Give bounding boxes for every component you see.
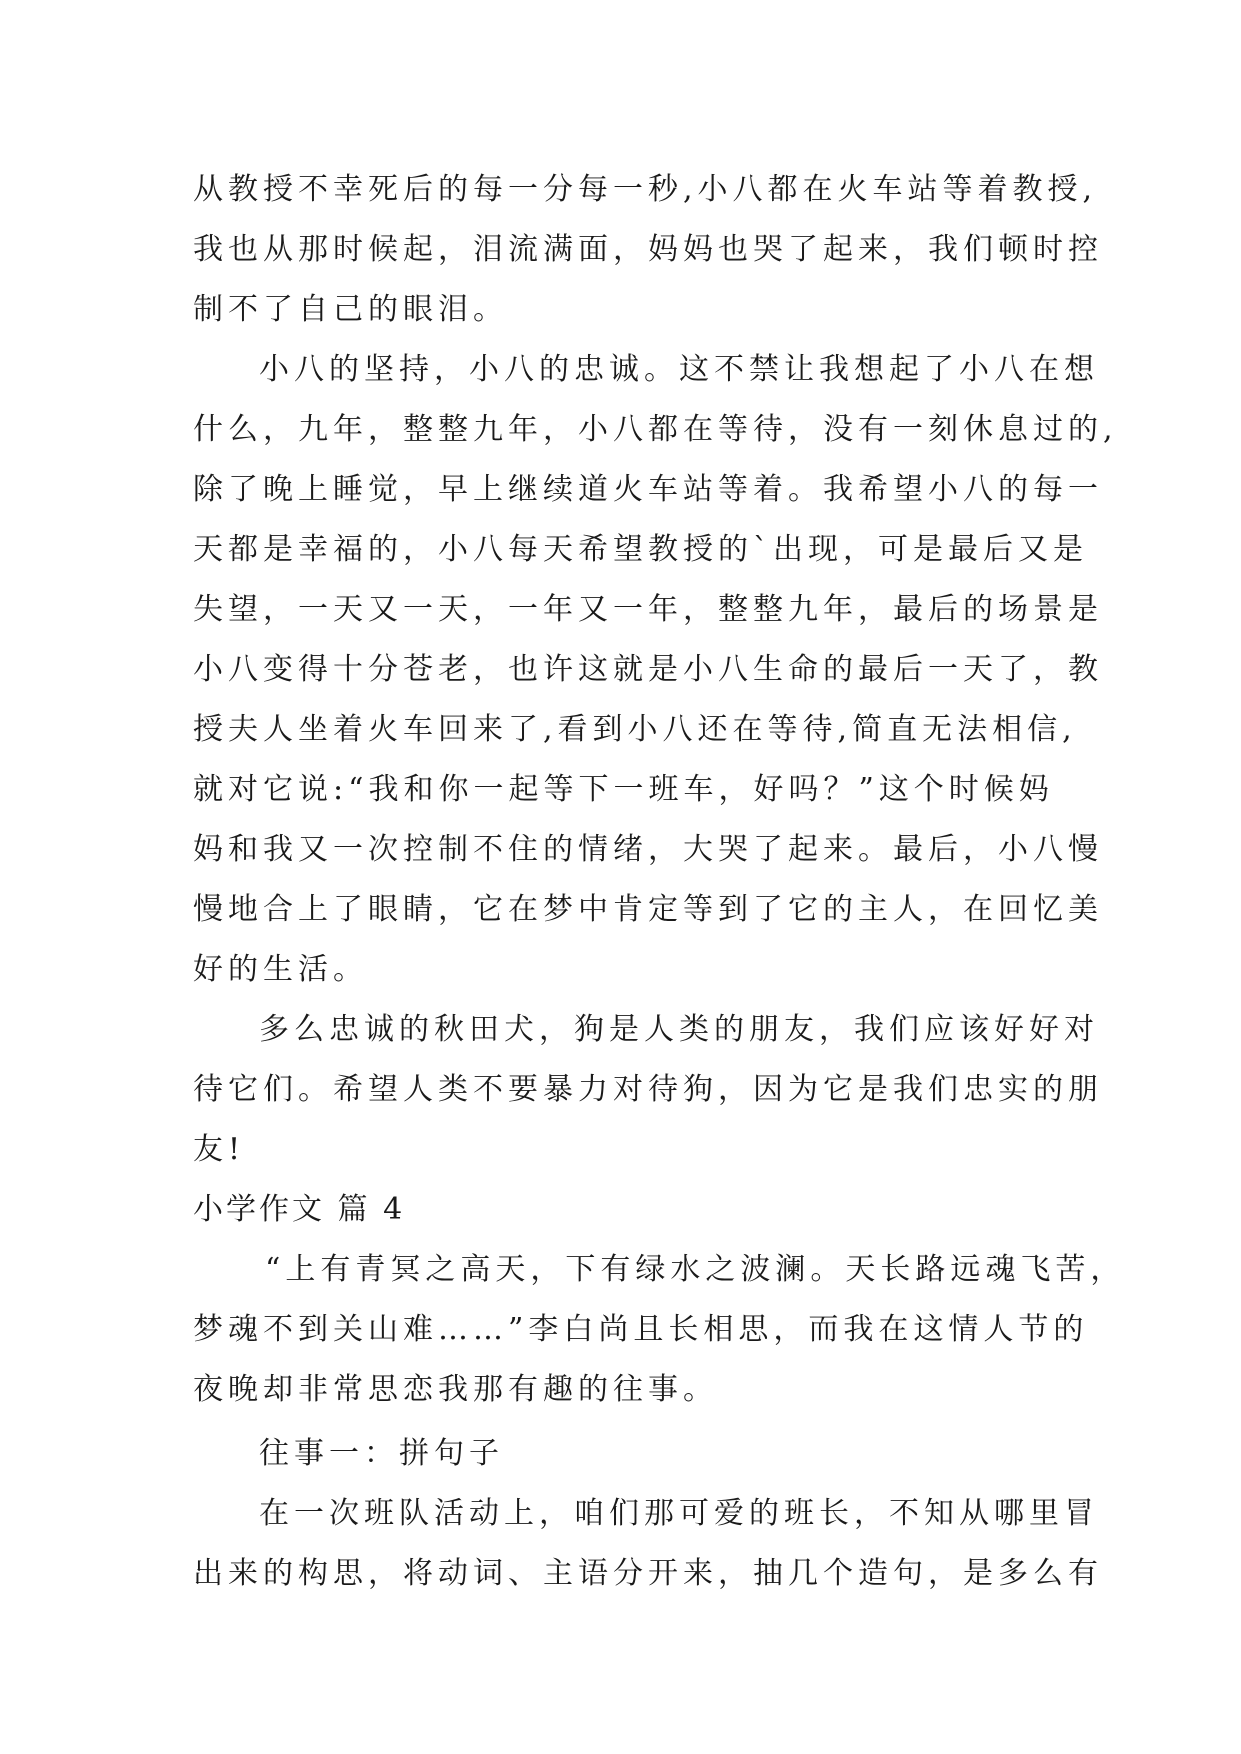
text-line: 从教授不幸死后的每一分每一秒,小八都在火车站等着教授,: [193, 172, 1098, 207]
document-body: [193, 160, 1126, 1604]
section-heading: 小学作文 篇 4: [193, 1192, 406, 1227]
text-line: 什么，九年，整整九年，小八都在等待，没有一刻休息过的,: [193, 412, 1118, 447]
text-line: 我也从那时候起，泪流满面，妈妈也哭了起来，我们顿时控: [193, 232, 1103, 267]
text-line: 梦魂不到关山难……”李白尚且长相思，而我在这情人节的: [193, 1312, 1089, 1347]
text-line: 授夫人坐着火车回来了,看到小八还在等待,简直无法相信,: [193, 712, 1077, 747]
paragraph-start: 在一次班队活动上，咱们那可爱的班长，不知从哪里冒: [259, 1496, 1099, 1531]
text-line: 友!: [193, 1132, 246, 1167]
subheading: 往事一：拼句子: [259, 1436, 504, 1471]
paragraph-start: 小八的坚持，小八的忠诚。这不禁让我想起了小八在想: [259, 352, 1099, 387]
text-line: 除了晚上睡觉，早上继续道火车站等着。我希望小八的每一: [193, 472, 1103, 507]
text-line: 好的生活。: [193, 952, 368, 987]
text-line: 小八变得十分苍老，也许这就是小八生命的最后一天了，教: [193, 652, 1103, 687]
text-line: 出来的构思，将动词、主语分开来，抽几个造句，是多么有: [193, 1556, 1103, 1591]
text-line: 就对它说:“我和你一起等下一班车，好吗？”这个时候妈: [193, 772, 1054, 807]
text-line: 失望，一天又一天，一年又一年，整整九年，最后的场景是: [193, 592, 1103, 627]
text-line: 天都是幸福的，小八每天希望教授的`出现，可是最后又是: [193, 532, 1088, 567]
text-line: 夜晚却非常思恋我那有趣的往事。: [193, 1372, 718, 1407]
text-line: 制不了自己的眼泪。: [193, 292, 508, 327]
text-line: 妈和我又一次控制不住的情绪，大哭了起来。最后，小八慢: [193, 832, 1103, 867]
text-line: 慢地合上了眼睛，它在梦中肯定等到了它的主人，在回忆美: [193, 892, 1103, 927]
paragraph-start: 多么忠诚的秋田犬，狗是人类的朋友，我们应该好好对: [259, 1012, 1099, 1047]
text-line: 待它们。希望人类不要暴力对待狗，因为它是我们忠实的朋: [193, 1072, 1103, 1107]
paragraph-start: “上有青冥之高天，下有绿水之波澜。天长路远魂飞苦，: [265, 1252, 1126, 1287]
